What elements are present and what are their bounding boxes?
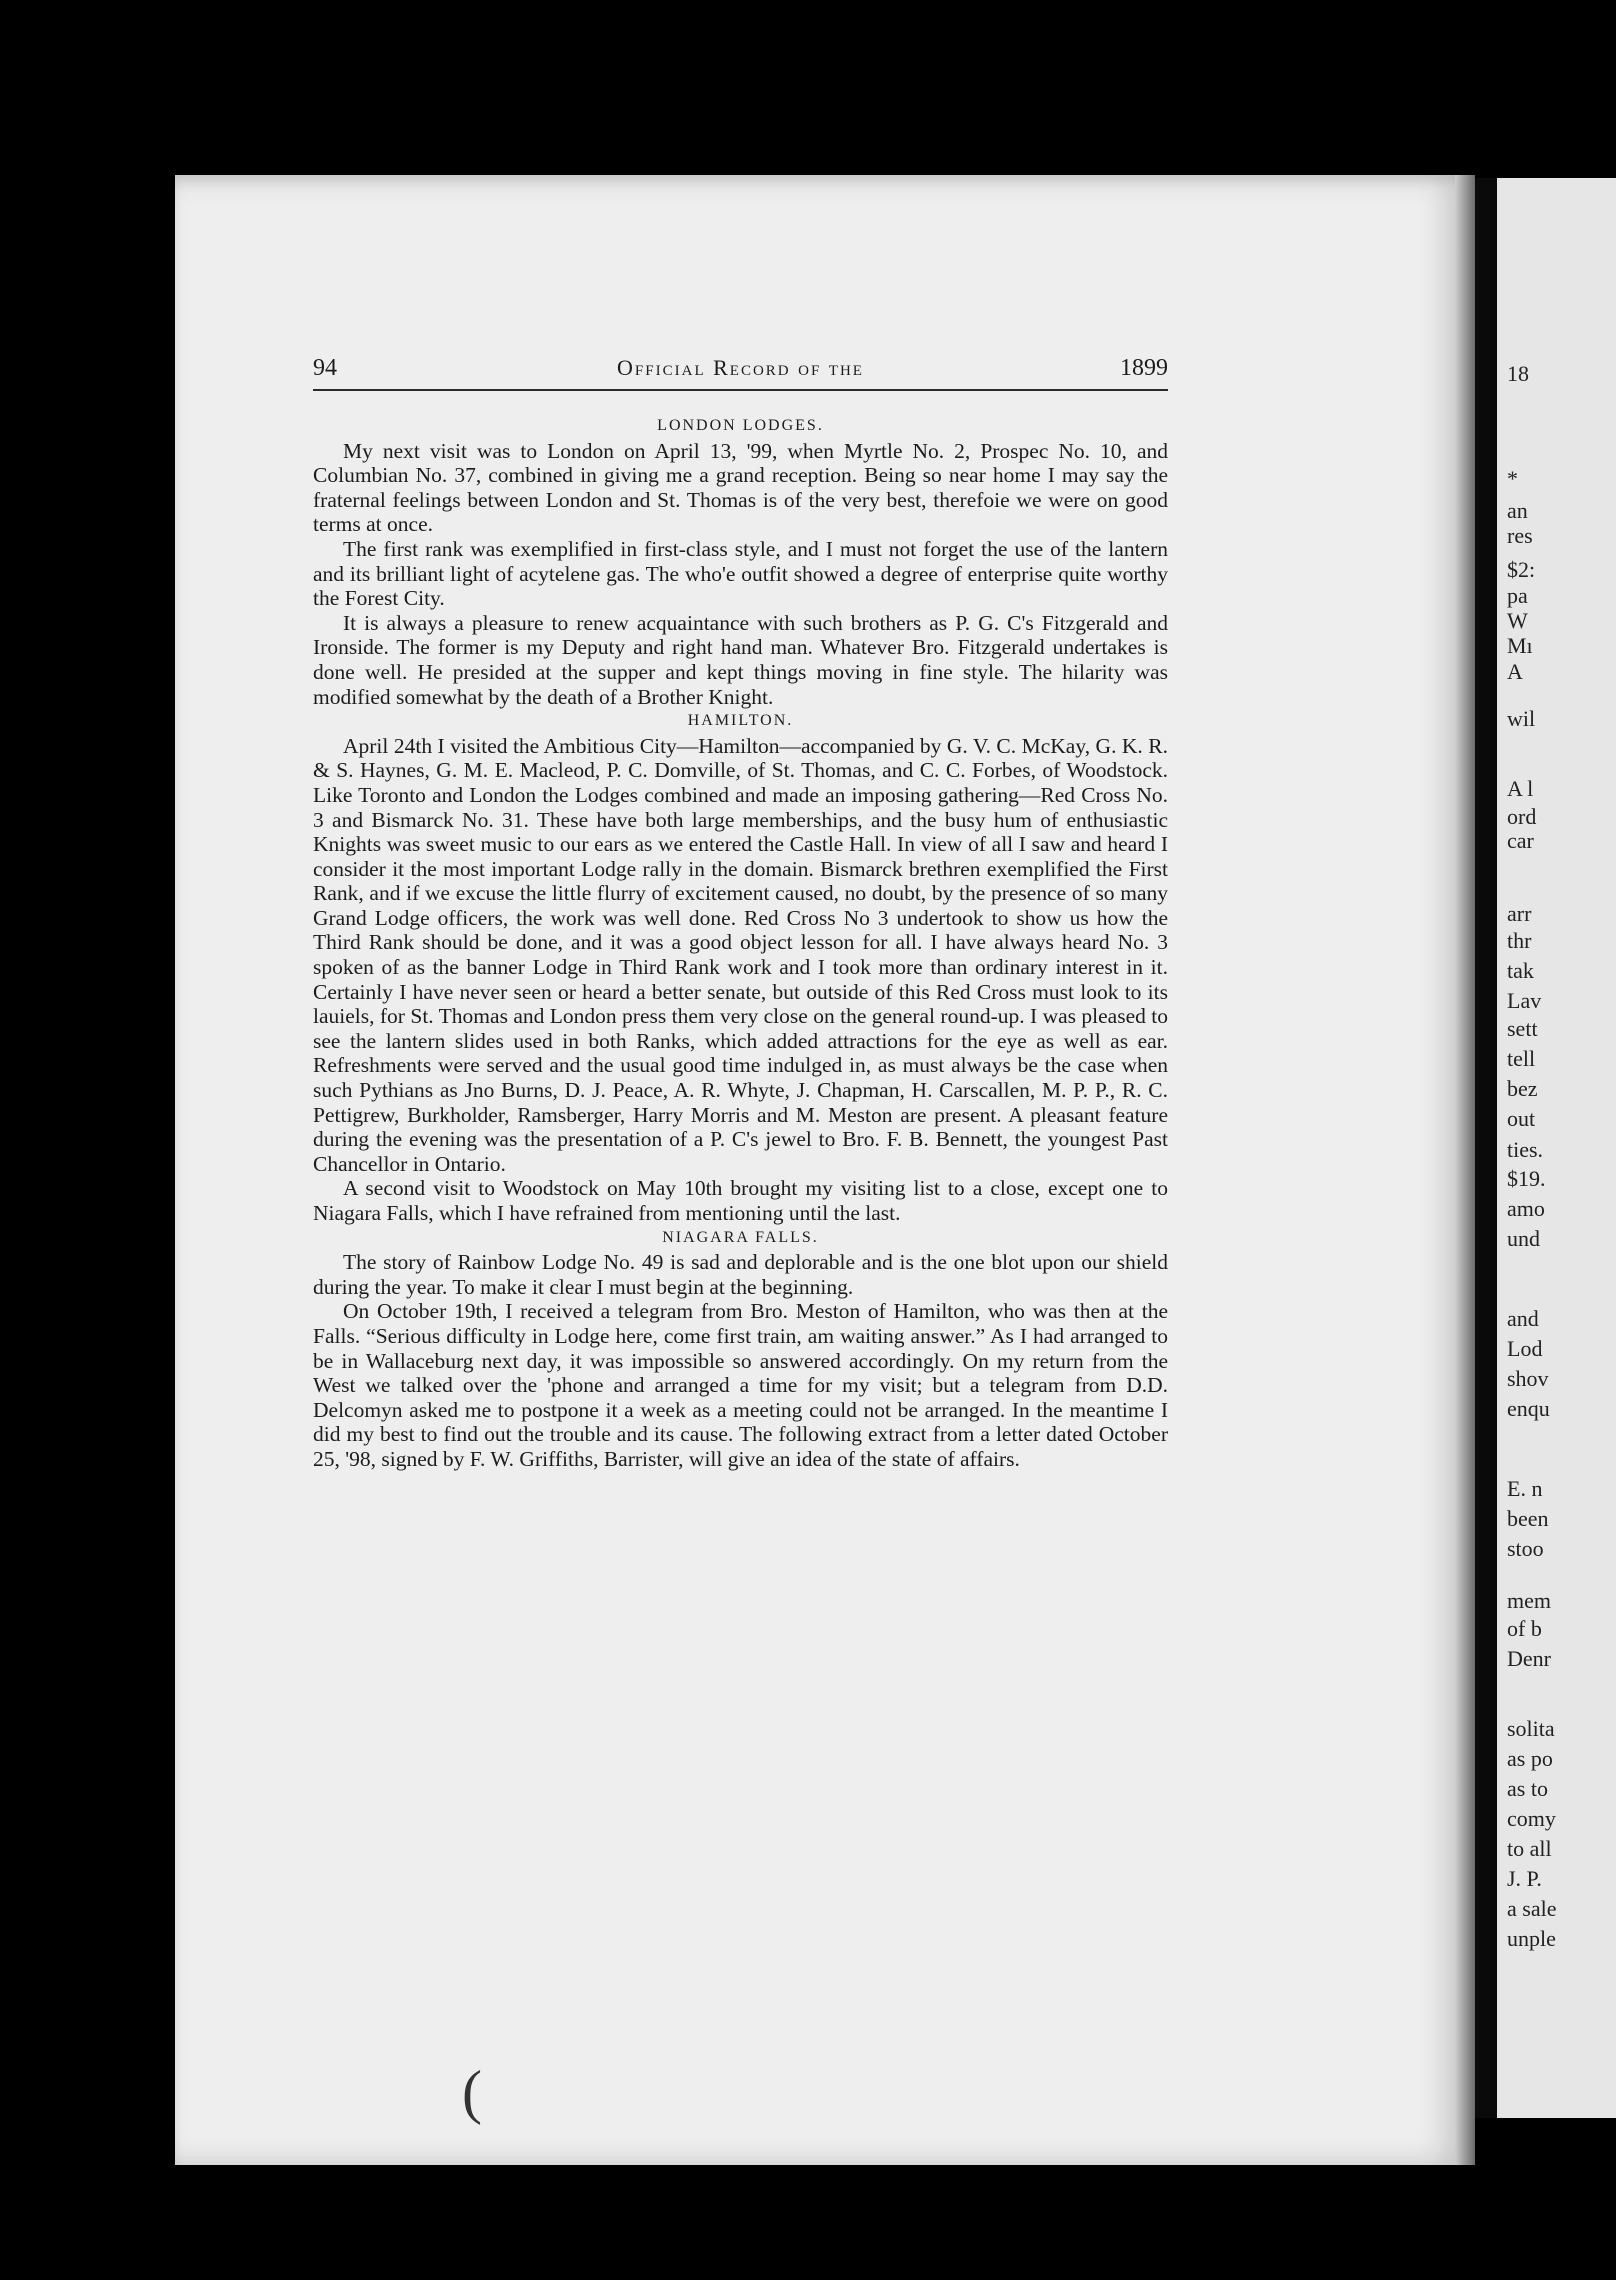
facing-page-fragment: A: [1507, 659, 1523, 684]
facing-page-fragment: car: [1507, 828, 1534, 853]
facing-page-fragment: J. P.: [1507, 1866, 1542, 1891]
facing-page-fragment: bez: [1507, 1076, 1538, 1101]
facing-page-fragment: Lav: [1507, 988, 1542, 1013]
paragraph: My next visit was to London on April 13, '99, when Myrtle No. 2, Prospec No. 10, and Columbian No. 37, combined in giving me a grand reception. Being so near home I may say the fraternal feelings between London and St. Thomas is of the very best, therefoie we were on good terms at once.: [313, 438, 1168, 537]
paragraph: It is always a pleasure to renew acquaintance with such brothers as P. G. C's Fitzgerald and Ironside. The former is my Deputy and right hand man. Whatever Bro. Fitzgerald undertakes is done well. He presided at the supper and kept things moving in fine style. The hilarity was modified somewhat by the death of a Brother Knight.: [313, 610, 1168, 709]
running-header: [313, 355, 1168, 391]
paragraph: On October 19th, I received a telegram from Bro. Meston of Hamilton, who was then at the Falls. “Serious difficulty in Lodge here, come first train, am waiting answer.” As I had arranged to be in Wallaceburg next day, it was impossible so answered accordingly. On my return from the West we talked over the 'phone and arranged a time for my visit; but a telegram from D.D. Delcomyn asked me to postpone it a week as a meeting could not be arranged. In the meantime I did my best to find out the trouble and its cause. The following extract from a letter dated October 25, '98, signed by F. W. Griffiths, Barrister, will give an idea of the state of affairs.: [313, 1299, 1168, 1471]
facing-page-fragment: as to: [1507, 1776, 1548, 1801]
facing-page-fragment: as po: [1507, 1746, 1553, 1771]
facing-page-fragment: stoo: [1507, 1536, 1544, 1561]
facing-page-fragment: tak: [1507, 958, 1534, 983]
paragraph: The first rank was exemplified in first-class style, and I must not forget the use of the lantern and its brilliant light of acytelene gas. The who'e outfit showed a degree of enterprise quite worthy the Forest City.: [313, 536, 1168, 611]
facing-page-fragment: pa: [1507, 583, 1528, 608]
facing-page-fragment: Lod: [1507, 1336, 1543, 1361]
facing-page-fragment: ord: [1507, 804, 1537, 829]
facing-page-fragment: mem: [1507, 1588, 1551, 1613]
facing-page-fragment: A l: [1507, 776, 1534, 801]
facing-page-fragment: E. n: [1507, 1476, 1543, 1501]
facing-page-fragment: res: [1507, 523, 1533, 548]
facing-page-fragment: enqu: [1507, 1396, 1550, 1421]
facing-page-fragment: wil: [1507, 706, 1536, 731]
facing-page: [1497, 178, 1616, 2118]
section-heading-london: LONDON LODGES.: [657, 417, 824, 434]
page-body: [313, 414, 1168, 1472]
facing-page-fragment: und: [1507, 1226, 1540, 1251]
running-title: Official Record of the: [617, 355, 864, 380]
header-year: 1899: [1120, 355, 1168, 381]
facing-page-fragment: *: [1507, 466, 1518, 491]
section-heading-hamilton: HAMILTON.: [687, 712, 794, 730]
facing-page-fragment: arr: [1507, 901, 1532, 926]
facing-page-fragment: solita: [1507, 1716, 1555, 1741]
facing-page-fragment: sett: [1507, 1016, 1538, 1041]
book-spine: [1475, 178, 1497, 2118]
paragraph: A second visit to Woodstock on May 10th brought my visiting list to a close, except one to Niagara Falls, which I have refrained from mentioning until the last.: [313, 1176, 1168, 1225]
facing-page-fragment: Denr: [1507, 1646, 1551, 1671]
facing-page-fragment: a sale: [1507, 1896, 1557, 1921]
facing-page-fragment: $19.: [1507, 1166, 1546, 1191]
paragraph: The story of Rainbow Lodge No. 49 is sad and deplorable and is the one blot upon our shield during the year. To make it clear I must begin at the beginning.: [313, 1250, 1168, 1299]
facing-page-fragment: tell: [1507, 1046, 1536, 1071]
facing-page-fragment: ties.: [1507, 1137, 1544, 1162]
facing-page-fragment: of b: [1507, 1616, 1542, 1641]
facing-page-fragment: unple: [1507, 1926, 1556, 1951]
facing-page-fragment: amo: [1507, 1196, 1545, 1221]
facing-page-fragment: been: [1507, 1506, 1549, 1531]
margin-pencil-mark: (: [462, 2059, 482, 2125]
facing-page-fragment: and: [1507, 1306, 1539, 1331]
facing-page-fragment: thr: [1507, 928, 1532, 953]
facing-page-fragment: W: [1507, 608, 1528, 633]
page-number: 94: [313, 355, 337, 381]
facing-page-fragment: shov: [1507, 1366, 1549, 1391]
facing-page-fragment: comy: [1507, 1806, 1556, 1831]
facing-page-fragment: out: [1507, 1106, 1536, 1131]
facing-page-fragment: to all: [1507, 1836, 1552, 1861]
facing-page-fragment: $2:: [1507, 557, 1536, 582]
paragraph: April 24th I visited the Ambitious City—Hamilton—accompanied by G. V. C. McKay, G. K. R. & S. Haynes, G. M. E. Macleod, P. C. Domville, of St. Thomas, and C. C. Forbes, of Woodstock. Like Toronto and London the Lodges combined and made an imposing gathering—Red Cross No. 3 and Bismarck No. 31. These have both large memberships, and the busy hum of enthusiastic Knights was sweet music to our ears as we entered the Castle Hall. In view of all I saw and heard I consider it the most important Lodge rally in the domain. Bismarck brethren exemplified the First Rank, and if we excuse the little flurry of excitement caused, no doubt, by the presence of so many Grand Lodge officers, the work was well done. Red Cross No 3 undertook to show us how the Third Rank should be done, and it was a good object lesson for all. I have always heard No. 3 spoken of as the banner Lodge in Third Rank work and I took more than ordinary interest in it. Certainly I have never seen or heard a better senate, but outside of this Red Cross must look to its lauiels, for St. Thomas and London press them very close on the general round-up. I was pleased to see the lantern slides used in both Ranks, which added attractions for the eye as well as ear. Refreshments were served and the usual good time indulged in, as must always be the case when such Pythians as Jno Burns, D. J. Peace, A. R. Whyte, J. Chapman, H. Carscallen, M. P. P., R. C. Pettigrew, Burkholder, Ramsberger, Harry Morris and M. Meston are present. A pleasant feature during the evening was the presentation of a P. C's jewel to Bro. F. B. Bennett, the youngest Past Chancellor in Ontario.: [313, 733, 1168, 1176]
facing-page-fragment: 18: [1507, 361, 1529, 386]
facing-page-fragment: Mı: [1507, 633, 1533, 658]
page-edge-shadow: [1455, 175, 1475, 2165]
section-heading-niagara: NIAGARA FALLS.: [662, 1228, 819, 1246]
facing-page-fragment: an: [1507, 498, 1528, 523]
